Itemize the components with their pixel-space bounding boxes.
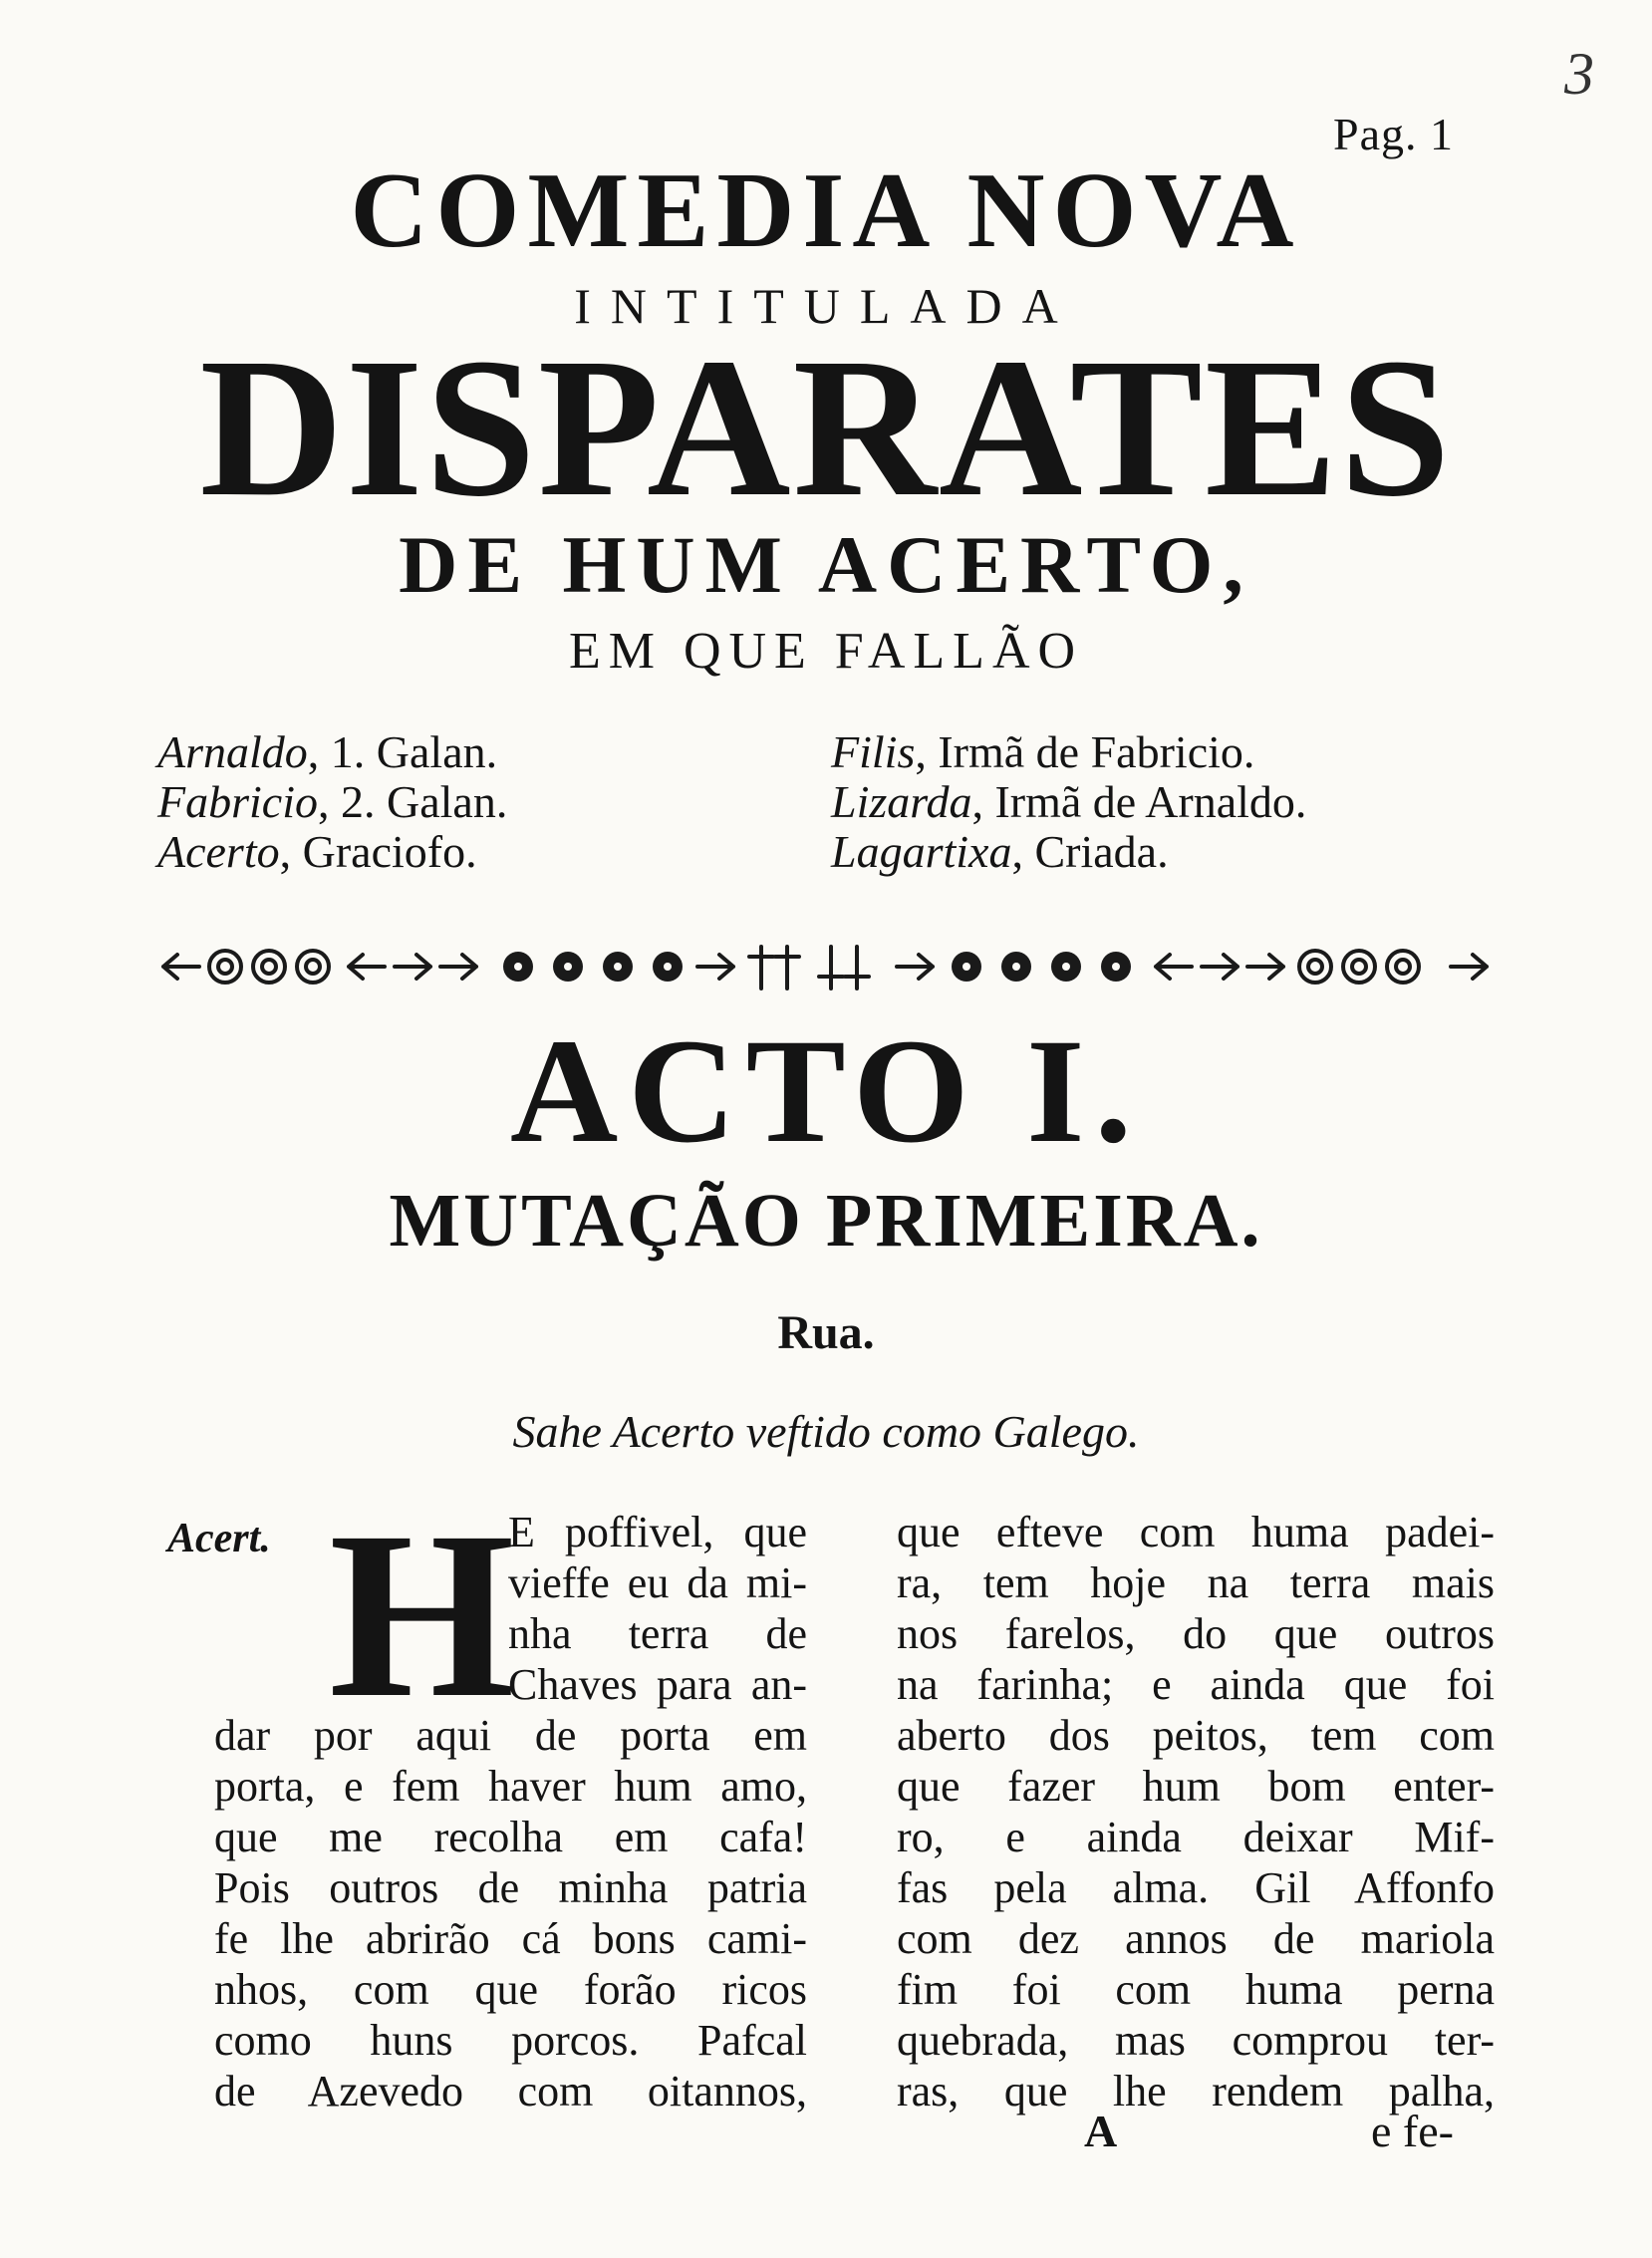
text-line: na farinha; e ainda que foi: [897, 1660, 1495, 1709]
text-line: dar por aqui de porta em: [214, 1711, 807, 1760]
text-line: vieffe eu da mi-: [508, 1558, 807, 1607]
cast-name: Arnaldo: [157, 726, 308, 777]
text-column-left: [214, 1710, 807, 2117]
title-em-que-fallao: EM QUE FALLÃO: [568, 623, 1084, 680]
drop-capital: H: [329, 1482, 515, 1747]
cast-role: , Irmã de Fabricio.: [915, 726, 1255, 777]
text-line: que me recolha em cafa!: [214, 1813, 807, 1861]
catchword: e fe-: [1371, 2106, 1454, 2156]
text-line: nha terra de: [508, 1609, 807, 1658]
text-line: fim foi com huma perna: [897, 1965, 1495, 2014]
title-de-hum-acerto: DE HUM ACERTO,: [399, 519, 1253, 610]
text-line: ra, tem hoje na terra mais: [897, 1558, 1495, 1607]
cast-entry: [157, 827, 507, 877]
scene-mutation-title: MUTAÇÃO PRIMEIRA.: [389, 1179, 1263, 1263]
text-line: Chaves para an-: [508, 1660, 807, 1709]
scene-place: Rua.: [777, 1306, 875, 1359]
cast-role: , Criada.: [1011, 826, 1169, 877]
cast-list-left: [157, 727, 507, 877]
text-line: Pois outros de minha patria: [214, 1863, 807, 1912]
cast-entry: [831, 777, 1306, 827]
cast-list-right: [831, 727, 1306, 877]
text-line: E poffivel, que: [508, 1508, 807, 1556]
corner-ink-mark: 3: [1564, 41, 1594, 107]
text-line: que fazer hum bom enter-: [897, 1762, 1495, 1811]
text-line: ras, que lhe rendem palha,: [897, 2067, 1495, 2116]
cast-role: , Irmã de Arnaldo.: [971, 776, 1307, 827]
cast-role: , 2. Galan.: [317, 776, 508, 827]
text-column-dropcap-lines: [508, 1507, 807, 1710]
cast-entry: [157, 727, 507, 777]
text-line: nos farelos, do que outros: [897, 1609, 1495, 1658]
page-number: Pag. 1: [1333, 109, 1454, 159]
cast-entry: [157, 777, 507, 827]
text-line: que efteve com huma padei-: [897, 1508, 1495, 1556]
text-column-right: [897, 1507, 1495, 2117]
cast-name: Filis: [831, 726, 916, 777]
cast-role: , 1. Galan.: [307, 726, 498, 777]
cast-entry: [831, 827, 1306, 877]
cast-role: , Graciofo.: [279, 826, 477, 877]
title-comedia-nova: COMEDIA NOVA: [350, 151, 1302, 270]
text-line: fe lhe abrirão cá bons cami-: [214, 1914, 807, 1963]
cast-name: Lagartixa: [831, 826, 1012, 877]
cast-entry: [831, 727, 1306, 777]
title-disparates: DISPARATES: [199, 318, 1453, 538]
text-line: ro, e ainda deixar Mif-: [897, 1813, 1495, 1861]
cast-name: Fabricio: [157, 776, 318, 827]
text-line: quebrada, mas comprou ter-: [897, 2016, 1495, 2065]
title-intitulada: INTITULADA: [574, 278, 1078, 334]
text-line: aberto dos peitos, tem com: [897, 1711, 1495, 1760]
text-line: como huns porcos. Pafcal: [214, 2016, 807, 2065]
cast-name: Acerto: [157, 826, 280, 877]
text-line: de Azevedo com oitannos,: [214, 2067, 807, 2116]
text-line: fas pela alma. Gil Affonfo: [897, 1863, 1495, 1912]
decorative-ornament-divider: [159, 937, 1493, 996]
text-line: com dez annos de mariola: [897, 1914, 1495, 1963]
text-line: porta, e fem haver hum amo,: [214, 1762, 807, 1811]
speaker-label: Acert.: [167, 1516, 271, 1561]
act-title: ACTO I.: [509, 1008, 1143, 1174]
stage-direction: Sahe Acerto veftido como Galego.: [512, 1406, 1140, 1457]
printer-signature-mark: A: [1084, 2106, 1118, 2156]
cast-name: Lizarda: [831, 776, 972, 827]
text-line: nhos, com que forão ricos: [214, 1965, 807, 2014]
